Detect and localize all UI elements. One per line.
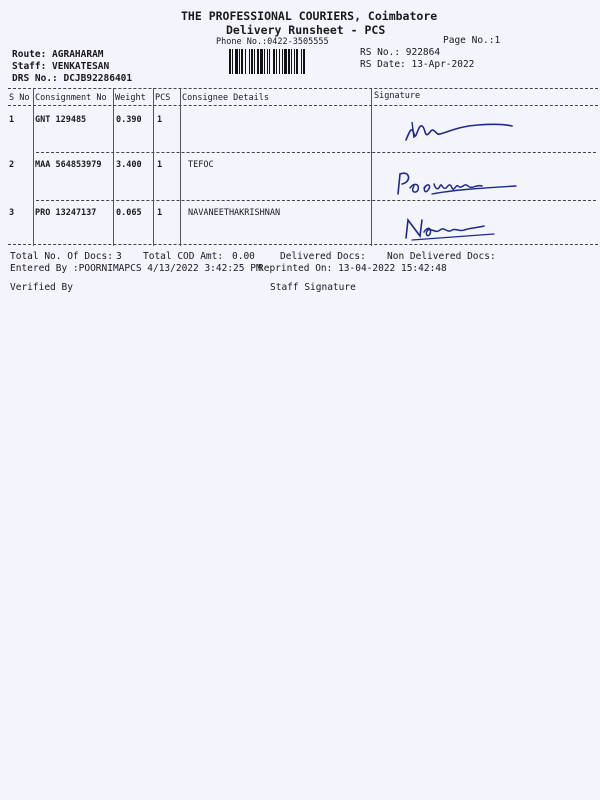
route-field: Route: AGRAHARAM	[12, 49, 104, 60]
row-divider	[36, 152, 596, 153]
row-pcs: 1	[157, 208, 163, 218]
cod-value: 0.00	[232, 251, 255, 262]
page-number: Page No.:1	[443, 35, 501, 46]
row-pcs: 1	[157, 115, 163, 125]
reprinted-on: Reprinted On: 13-04-2022 15:42:48	[258, 263, 447, 274]
rs-number: RS No.: 922864	[360, 47, 441, 58]
entered-by: Entered By :POORNIMAPCS 4/13/2022 3:42:25 PM	[10, 263, 262, 274]
staff-signature-label: Staff Signature	[270, 282, 356, 293]
total-docs-value: 3	[116, 251, 122, 262]
row-consignment: GNT 129485	[35, 115, 87, 125]
signature-3	[402, 214, 502, 244]
rs-date: RS Date: 13-Apr-2022	[360, 59, 475, 70]
header-pcs: PCS	[155, 93, 171, 103]
document-title: Delivery Runsheet - PCS	[226, 23, 386, 37]
row-pcs: 1	[157, 160, 163, 170]
table-top-rule	[8, 88, 598, 89]
table-header-rule	[8, 105, 598, 106]
verified-by: Verified By	[10, 282, 73, 293]
column-divider	[33, 88, 34, 246]
row-weight: 0.390	[116, 115, 142, 125]
column-divider	[113, 88, 114, 246]
phone-number: Phone No.:0422-3505555	[216, 37, 329, 47]
header-signature: Signature	[374, 91, 421, 101]
header-consignee: Consignee Details	[182, 93, 269, 103]
row-weight: 3.400	[116, 160, 142, 170]
delivered-docs-label: Delivered Docs:	[280, 251, 366, 262]
staff-field: Staff: VENKATESAN	[12, 61, 110, 72]
barcode	[229, 49, 344, 74]
header-sno: S No	[9, 93, 30, 103]
signature-1	[400, 112, 520, 148]
company-name: THE PROFESSIONAL COURIERS, Coimbatore	[181, 9, 438, 23]
column-divider	[153, 88, 154, 246]
header-weight: Weight	[115, 93, 146, 103]
row-sno: 3	[9, 208, 15, 218]
row-consignment: PRO 13247137	[35, 208, 97, 218]
drs-number: DRS No.: DCJB92286401	[12, 73, 133, 84]
row-consignee: NAVANEETHAKRISHNAN	[188, 208, 281, 218]
row-consignment: MAA 564853979	[35, 160, 102, 170]
signature-2	[392, 168, 522, 202]
column-divider	[371, 88, 372, 246]
row-weight: 0.065	[116, 208, 142, 218]
row-sno: 2	[9, 160, 15, 170]
cod-label: Total COD Amt:	[143, 251, 224, 262]
table-bottom-rule	[8, 244, 598, 245]
total-docs-label: Total No. Of Docs:	[10, 251, 113, 262]
row-sno: 1	[9, 115, 15, 125]
column-divider	[180, 88, 181, 246]
row-consignee: TEFOC	[188, 160, 214, 170]
non-delivered-docs-label: Non Delivered Docs:	[387, 251, 496, 262]
header-consignment: Consignment No	[35, 93, 107, 103]
